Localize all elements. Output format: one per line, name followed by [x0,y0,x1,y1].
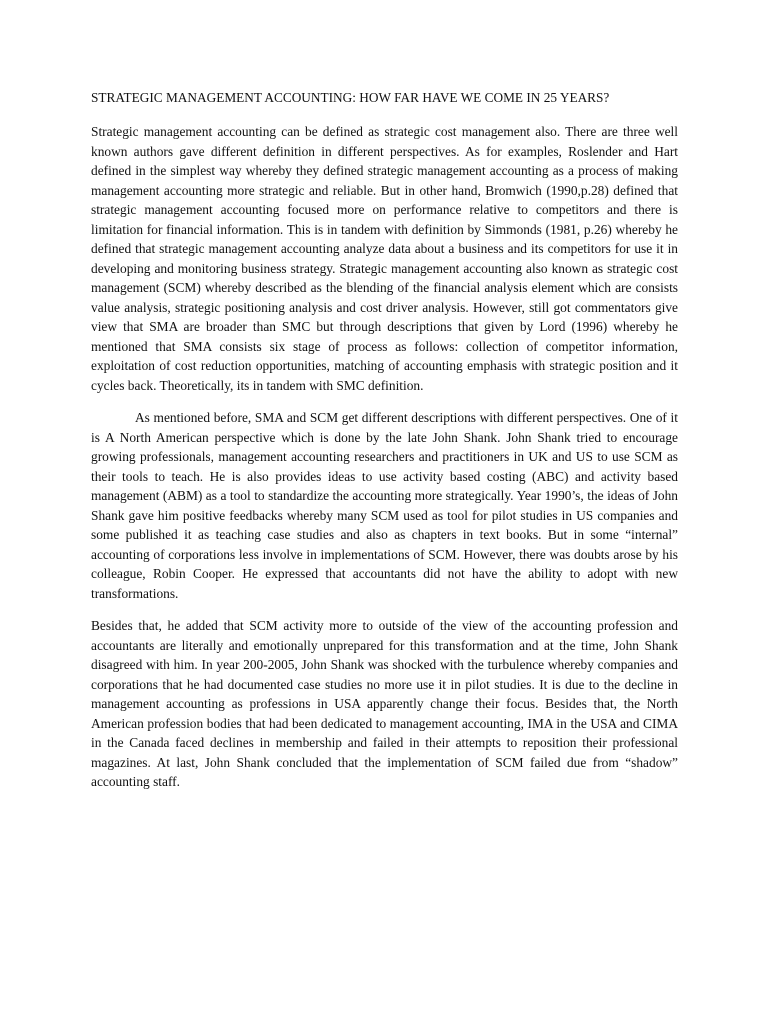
document-page [91,88,678,805]
paragraph-definitions: Strategic management accounting can be defined as strategic cost management also. There are three well known authors gave different definition in different perspectives. As for examples, Roslender and Hart defined in the simplest way whereby they defined strategic management accounting as a process of making management accounting more strategic and reliable. But in other hand, Bromwich (1990,p.28) defined that strategic management accounting focused more on performance relative to competitors and there is limitation for financial information. This is in tandem with definition by Simmonds (1981, p.26) whereby he defined that strategic management accounting analyze data about a business and its competitors for use it in developing and monitoring business strategy. Strategic management accounting also known as strategic cost management (SCM) whereby described as the blending of the financial analysis element which are consists value analysis, strategic positioning analysis and cost driver analysis. However, still got commentators give view that SMA are broader than SMC but through descriptions that given by Lord (1996) whereby he mentioned that SMA consists six stage of process as follows: collection of competitor information, exploitation of cost reduction opportunities, matching of accounting emphasis with strategic position and it cycles back. Theoretically, its in tandem with SMC definition. [91,124,678,393]
document-title: STRATEGIC MANAGEMENT ACCOUNTING: HOW FAR HAVE WE COME IN 25 YEARS? [91,90,610,105]
paragraph-north-american-perspective: As mentioned before, SMA and SCM get different descriptions with different perspectives. One of it is A North American perspective which is done by the late John Shank. John Shank tried to encourage growing professionals, management accounting researchers and practitioners in UK and US to use SCM as their tools to teach. He is also provides ideas to use activity based costing (ABC) and activity based management (ABM) as a tool to standardize the accounting more strategically. Year 1990’s, the ideas of John Shank gave him positive feedbacks whereby many SCM used as tool for pilot studies in US companies and some published it as teaching case studies and also as chapters in text books. But in some “internal” accounting of corporations less involve in implementations of SCM. However, there was doubts arose by his colleague, Robin Cooper. He expressed that accountants did not have the ability to adopt with new transformations. [91,410,678,601]
paragraph-decline: Besides that, he added that SCM activity more to outside of the view of the accounting profession and accountants are literally and emotionally unprepared for this transformation and at the time, John Shank disagreed with him. In year 200-2005, John Shank was shocked with the turbulence whereby companies and corporations that he had documented case studies no more use it in pilot studies. It is due to the decline in management accounting as professions in USA apparently change their focus. Besides that, the North American profession bodies that had been dedicated to management accounting, IMA in the USA and CIMA in the Canada faced declines in membership and failed in their attempts to reposition their professional magazines. At last, John Shank concluded that the implementation of SCM failed due from “shadow” accounting staff. [91,618,678,789]
